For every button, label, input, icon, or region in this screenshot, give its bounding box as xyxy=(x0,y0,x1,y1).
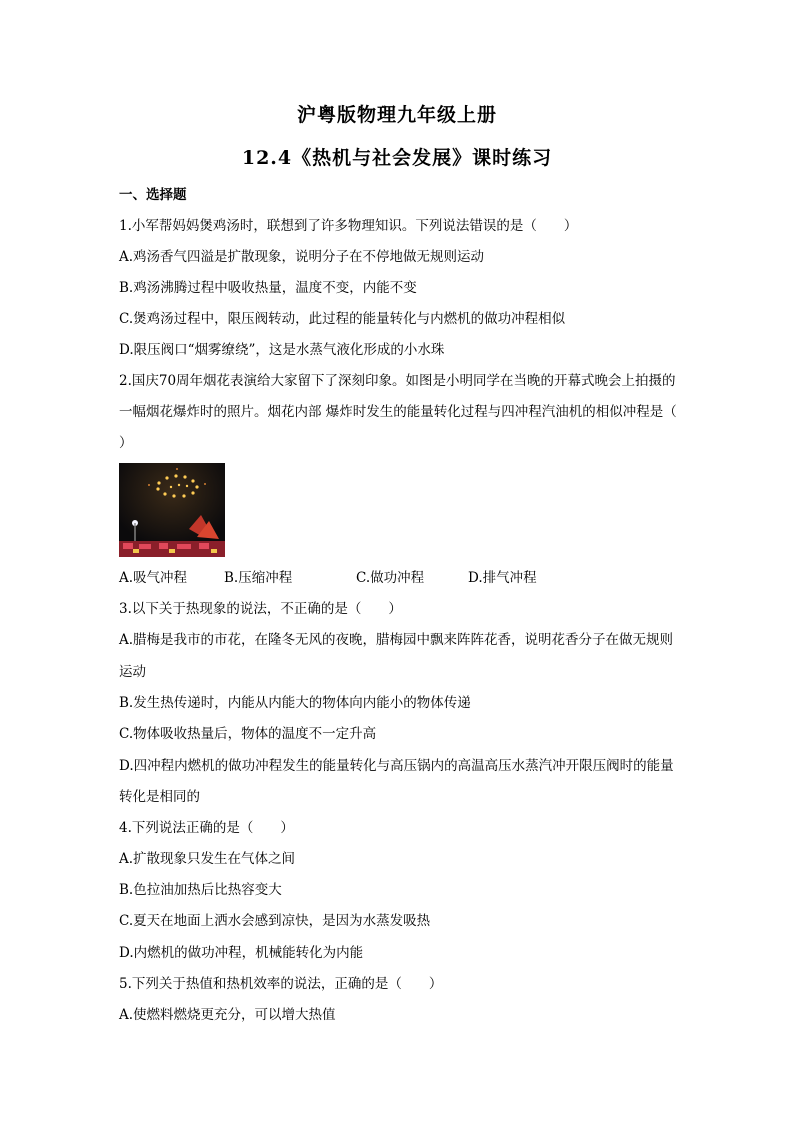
fireworks-photo xyxy=(119,463,225,557)
q4-option-b: B.色拉油加热后比热容变大 xyxy=(119,882,282,898)
section-heading: 一、选择题 xyxy=(119,187,187,203)
q1-option-c: C.煲鸡汤过程中，限压阀转动，此过程的能量转化与内燃机的做功冲程相似 xyxy=(119,311,566,327)
q2-option-d: D.排气冲程 xyxy=(468,570,537,586)
q3-option-b: B.发生热传递时，内能从内能大的物体向内能小的物体传递 xyxy=(119,695,471,711)
q3-option-d-line1: D.四冲程内燃机的做功冲程发生的能量转化与高压锅内的高温高压水蒸汽冲开限压阀时的能量 xyxy=(119,758,674,774)
q2-stem-line2: 一幅烟花爆炸时的照片。烟花内部 爆炸时发生的能量转化过程与四冲程汽油机的相似冲程是（ xyxy=(119,404,677,420)
q3-option-c: C.物体吸收热量后，物体的温度不一定升高 xyxy=(119,726,377,742)
q2-option-c: C.做功冲程 xyxy=(356,570,425,586)
q4-option-d: D.内燃机的做功冲程，机械能转化为内能 xyxy=(119,945,364,961)
q3-option-a-line2: 运动 xyxy=(119,664,146,680)
q2-stem-line1: 2.国庆70周年烟花表演给大家留下了深刻印象。如图是小明同学在当晚的开幕式晚会上拍摄的 xyxy=(119,373,676,389)
document-subtitle: 12.4《热机与社会发展》课时练习 xyxy=(241,147,553,169)
q4-option-c: C.夏天在地面上洒水会感到凉快，是因为水蒸发吸热 xyxy=(119,913,431,929)
q1-option-d: D.限压阀口“烟雾缭绕”，这是水蒸气液化形成的小水珠 xyxy=(119,342,445,358)
q5-option-a: A.使燃料燃烧更充分，可以增大热值 xyxy=(119,1007,336,1023)
q3-option-d-line2: 转化是相同的 xyxy=(119,789,200,805)
q2-option-b: B.压缩冲程 xyxy=(224,570,293,586)
q3-stem: 3.以下关于热现象的说法，不正确的是（ ） xyxy=(119,601,402,617)
q2-stem-line3: ） xyxy=(119,435,133,451)
document-title: 沪粤版物理九年级上册 xyxy=(296,104,497,126)
q4-stem: 4.下列说法正确的是（ ） xyxy=(119,820,294,836)
q1-option-a: A.鸡汤香气四溢是扩散现象，说明分子在不停地做无规则运动 xyxy=(119,249,485,265)
q2-option-a: A.吸气冲程 xyxy=(119,570,188,586)
q3-option-a-line1: A.腊梅是我市的市花，在隆冬无风的夜晚，腊梅园中飘来阵阵花香，说明花香分子在做无规则 xyxy=(119,632,674,648)
q1-option-b: B.鸡汤沸腾过程中吸收热量，温度不变，内能不变 xyxy=(119,280,417,296)
q4-option-a: A.扩散现象只发生在气体之间 xyxy=(119,851,296,867)
q1-stem: 1.小军帮妈妈煲鸡汤时，联想到了许多物理知识。下列说法错误的是（ ） xyxy=(119,218,578,234)
q5-stem: 5.下列关于热值和热机效率的说法，正确的是（ ） xyxy=(119,976,443,992)
